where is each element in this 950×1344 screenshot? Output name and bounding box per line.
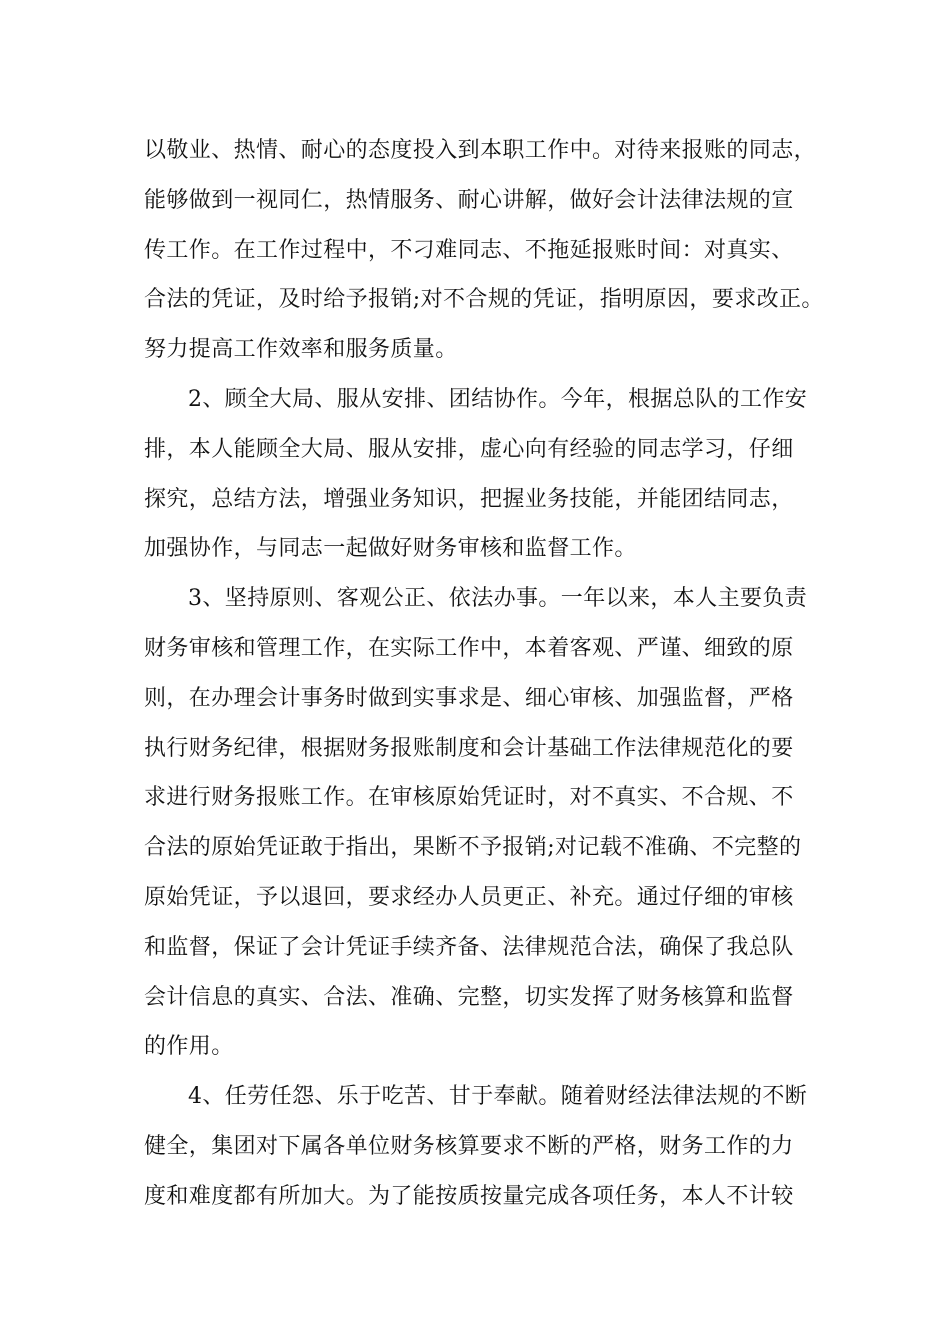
- paragraph-start-line: 3、坚持原则、客观公正、依法办事。一年以来，本人主要负责: [188, 586, 808, 612]
- text-line: 能够做到一视同仁，热情服务、耐心讲解，做好会计法律法规的宣: [144, 187, 794, 213]
- paragraph-start-line: 2、顾全大局、服从安排、团结协作。今年，根据总队的工作安: [188, 386, 808, 412]
- text-line: 探究，总结方法，增强业务知识，把握业务技能，并能团结同志，: [144, 486, 794, 512]
- text-line: 则，在办理会计事务时做到实事求是、细心审核、加强监督，严格: [144, 685, 794, 711]
- text-line: 排，本人能顾全大局、服从安排，虚心向有经验的同志学习，仔细: [144, 436, 794, 462]
- text-line: 加强协作，与同志一起做好财务审核和监督工作。: [144, 536, 637, 562]
- text-line: 传工作。在工作过程中，不刁难同志、不拖延报账时间：对真实、: [144, 237, 794, 263]
- text-line: 健全，集团对下属各单位财务核算要求不断的严格，财务工作的力: [144, 1133, 794, 1159]
- text-line: 以敬业、热情、耐心的态度投入到本职工作中。对待来报账的同志，: [144, 138, 817, 163]
- text-line: 努力提高工作效率和服务质量。: [144, 337, 458, 363]
- text-line: 的作用。: [144, 1034, 234, 1060]
- text-line: 和监督，保证了会计凭证手续齐备、法律规范合法，确保了我总队: [144, 934, 794, 960]
- paragraph-start-line: 4、任劳任怨、乐于吃苦、甘于奉献。随着财经法律法规的不断: [188, 1084, 808, 1110]
- text-line: 求进行财务报账工作。在审核原始凭证时，对不真实、不合规、不: [144, 785, 794, 811]
- text-line: 合法的凭证，及时给予报销;对不合规的凭证，指明原因，要求改正。: [144, 287, 824, 313]
- body-text: [144, 126, 824, 1222]
- text-line: 财务审核和管理工作，在实际工作中，本着客观、严谨、细致的原: [144, 635, 794, 661]
- text-line: 会计信息的真实、合法、准确、完整，切实发挥了财务核算和监督: [144, 984, 794, 1010]
- text-line: 度和难度都有所加大。为了能按质按量完成各项任务，本人不计较: [144, 1183, 794, 1209]
- text-line: 执行财务纪律，根据财务报账制度和会计基础工作法律规范化的要: [144, 735, 794, 761]
- text-line: 原始凭证，予以退回，要求经办人员更正、补充。通过仔细的审核: [144, 884, 794, 910]
- text-line: 合法的原始凭证敢于指出，果断不予报销;对记载不准确、不完整的: [144, 835, 802, 861]
